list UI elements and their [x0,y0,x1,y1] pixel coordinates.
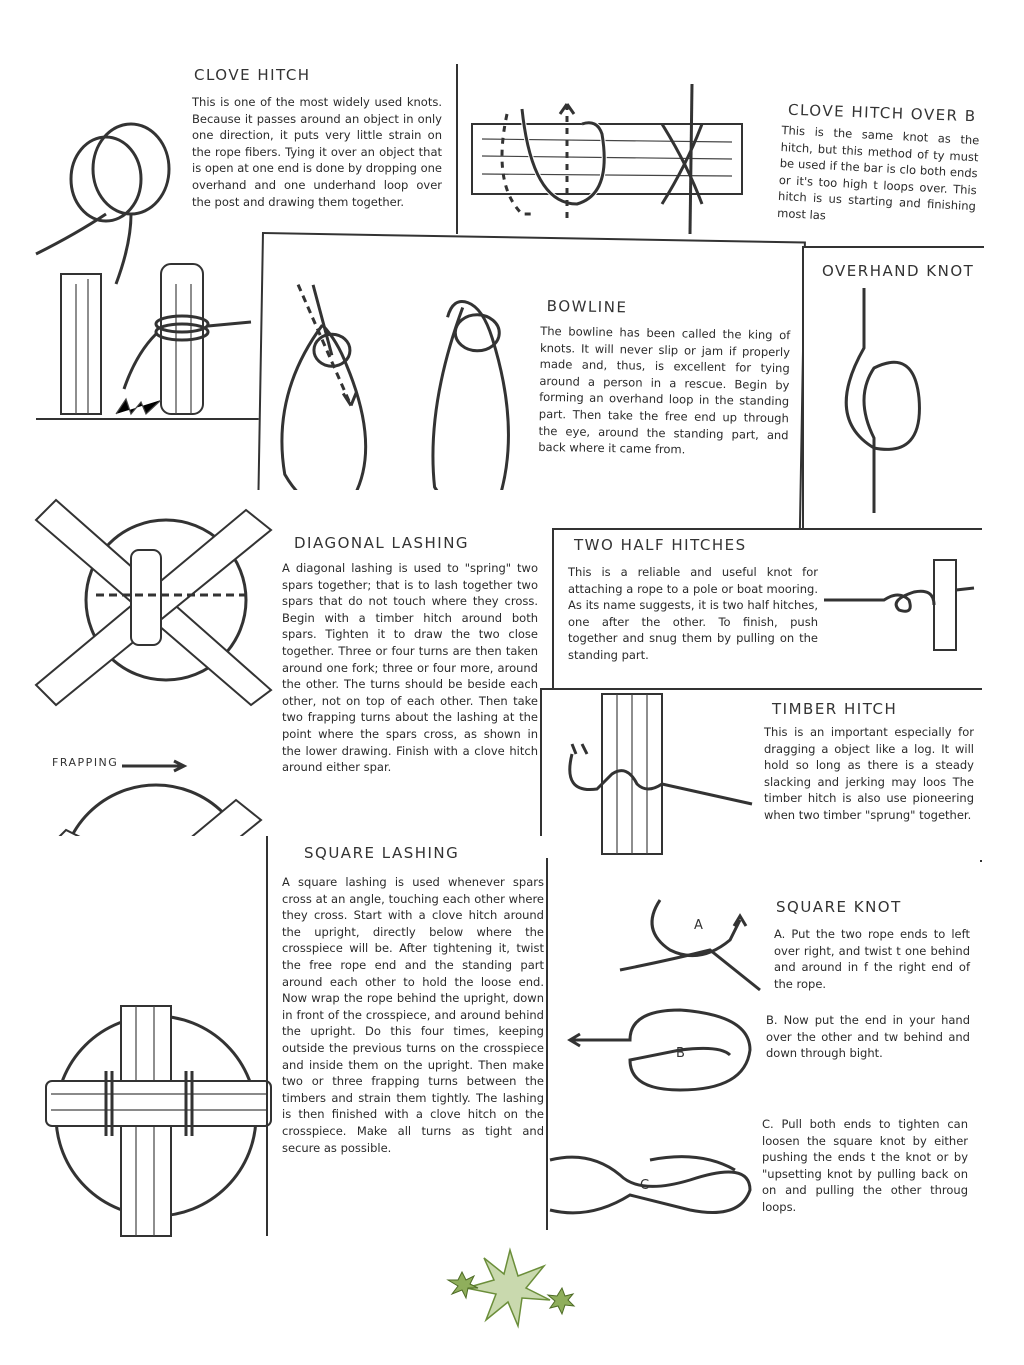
square-knot-label-c: C [640,1178,651,1193]
overhand-knot-illustration [834,288,954,518]
clove-hitch-over-bar-title: CLOVE HITCH OVER B [787,100,977,126]
star-ornament-icon [440,1248,580,1328]
two-half-hitches-panel [552,528,982,690]
square-lashing-title: SQUARE LASHING [304,844,460,862]
diagonal-lashing-title: DIAGONAL LASHING [294,534,470,552]
frapping-label: FRAPPING [52,756,119,769]
divider [266,836,268,1236]
overhand-knot-panel [802,246,984,533]
square-knot-illustration-a [610,880,770,990]
clove-hitch-over-bar-text: This is the same knot as the hitch, but this method of ty must be used if the bar is clo both ends or it's too high t loops over. This hitch is us starting and finishing most las [776,122,980,223]
square-knot-step-b: B. Now put the end in your hand over the other and tw behind and down through bight. [766,1013,970,1061]
timber-hitch-text: This is an important especially for dragging a object like a log. It will hold so long as there is a steady slacking and jerking may loos The timber hitch is also use pioneering when two timber "sprung" together. [764,725,974,822]
clove-hitch-over-bar-panel [462,64,982,234]
diagonal-lashing-illustration [36,490,276,710]
timber-hitch-panel [540,688,982,862]
square-knot-illustration-c [550,1140,760,1230]
bowline-illustration [259,254,544,529]
square-knot-label-a: A [694,918,705,933]
two-half-hitches-title: TWO HALF HITCHES [574,536,747,554]
square-knot-illustration-b [570,1000,770,1100]
clove-hitch-title: CLOVE HITCH [194,66,311,84]
timber-hitch-illustration [552,694,752,854]
overhand-knot-title: OVERHAND KNOT [822,262,975,280]
bowline-title: BOWLINE [546,296,628,317]
square-knot-step-c: C. Pull both ends to tighten can loosen the square knot by either pushing the ends t the knot or by "upsetting knot by pulling back on on and pulling the other throug loops. [762,1117,968,1214]
diagonal-lashing-text: A diagonal lashing is used to "spring" two spars together; that is to lash together two spars that do not touch where they cross. Begin with a timber hitch around both spars. Tighten it to draw the two close together. Three or four turns are then taken around one fork; three or four more, around the other. The turns should be beside each other, not on top of each other. Then take two frapping turns about the lashing at the point where the spars cross, as shown in the lower drawing. Finish with a clove hitch around either spar. [282,561,538,775]
two-half-hitches-illustration [824,560,974,650]
square-knot-panel [550,860,980,1235]
square-lashing-illustration [36,1006,276,1236]
square-lashing-panel [36,836,556,1236]
square-knot-label-b: B [676,1046,687,1061]
bowline-text: The bowline has been called the king of knots. It will never slip or jam if properly made and, thus, is excellent for tying around a person in a rescue. Begin by forming an overhand loop in the standing part. Then take the free end up through the eye, around the standing part, and back where it came from. [538,323,791,457]
divider [456,64,458,234]
square-knot-title: SQUARE KNOT [776,898,902,916]
timber-hitch-title: TIMBER HITCH [772,700,898,718]
two-half-hitches-text: This is a reliable and useful knot for attaching a rope to a pole or boat mooring. As its name suggests, it is two half hitches, one after the other. To finish, push together and snug them by pulling on the standing part. [568,565,818,662]
clove-hitch-over-bar-illustration [462,64,762,234]
divider [36,418,266,420]
clove-hitch-text: This is one of the most widely used knots. Because it passes around an object in only one direction, it puts very little strain on the rope fibers. Tying it over an object that is open at one end is done by dropping one overhand and one underhand loop over the post and drawing them together. [192,95,442,209]
square-knot-step-a: A. Put the two rope ends to left over right, and twist t one behind and around in f the right end of the rope. [774,927,970,991]
square-lashing-text: A square lashing is used whenever spars cross at an angle, touching each other where they cross. Start with a clove hitch around the upright, directly below where the crosspiece will be. After tightening it, twist the free rope end and the standing part around each other to hold the loose end. Now wrap the rope behind the upright, down in front of the crosspiece, and around behind the upright. Do this four times, keeping outside the previous turns on the crosspiece and inside them on the upright. Then make two or three frapping turns between the timbers and strain them tightly. The lashing is then finished with a clove hitch on the crosspiece. Make all turns as tight and secure as possible. [282,875,544,1155]
divider [546,858,548,1230]
